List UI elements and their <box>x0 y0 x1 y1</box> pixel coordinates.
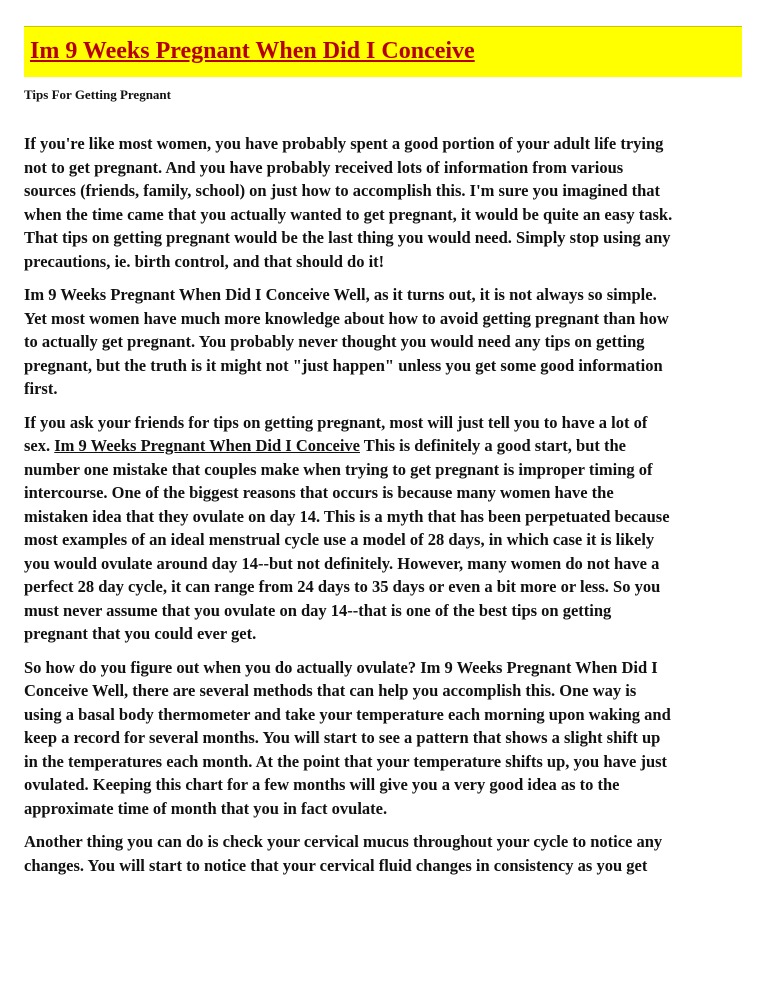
text-line: ovulated. Keeping this chart for a few months will give you a very good idea as to the <box>24 775 620 794</box>
text-line: That tips on getting pregnant would be the last thing you would need. Simply stop using any <box>24 228 671 247</box>
text-line: mistaken idea that they ovulate on day 14. This is a myth that has been perpetuated because <box>24 506 670 526</box>
text-line: number one mistake that couples make when trying to get pregnant is improper timing of <box>24 459 653 479</box>
text-line: in the temperatures each month. At the point that your temperature shifts up, you have just <box>24 751 668 771</box>
text-line: Yet most women have much more knowledge about how to avoid getting pregnant than how <box>24 308 669 328</box>
page-title-link[interactable]: Im 9 Weeks Pregnant When Did I Conceive <box>30 38 475 64</box>
text-line: not to get pregnant. And you have probably received lots of information from various <box>24 157 624 177</box>
text-line: using a basal body thermometer and take your temperature each morning upon waking and <box>24 704 671 724</box>
text-line: precautions, ie. birth control, and that should do it! <box>24 251 385 271</box>
paragraph-1 <box>24 132 742 273</box>
text-line-with-link <box>24 434 742 458</box>
text-line: when the time came that you actually wanted to get pregnant, it would be quite an easy task. <box>24 204 673 224</box>
paragraph-4 <box>24 656 742 821</box>
text-line: intercourse. One of the biggest reasons that occurs is because many women have the <box>24 483 614 502</box>
text-line: If you ask your friends for tips on getting pregnant, most will just tell you to have a lot of <box>24 412 648 432</box>
title-banner <box>24 26 742 77</box>
page-subtitle: Tips For Getting Pregnant <box>24 87 171 102</box>
text-line: sources (friends, family, school) on just how to accomplish this. I'm sure you imagined that <box>24 181 661 200</box>
text-line: Conceive Well, there are several methods that can help you accomplish this. One way is <box>24 681 637 700</box>
text-line: perfect 28 day cycle, it can range from 24 days to 35 days or even a bit more or less. So you <box>24 577 661 596</box>
text-line: approximate time of month that you in fact ovulate. <box>24 798 388 818</box>
paragraph-5 <box>24 830 742 877</box>
article-body <box>24 132 742 887</box>
text-line: you would ovulate around day 14--but not definitely. However, many women do not have a <box>24 553 660 573</box>
text-line: pregnant, but the truth is it might not "just happen" unless you get some good information <box>24 355 663 375</box>
text-segment: sex. <box>24 436 55 455</box>
text-line: Another thing you can do is check your cervical mucus throughout your cycle to notice any <box>24 832 663 851</box>
text-line: keep a record for several months. You will start to see a pattern that shows a slight shift up <box>24 728 661 747</box>
text-line: changes. You will start to notice that your cervical fluid changes in consistency as you get <box>24 855 648 875</box>
text-line: If you're like most women, you have probably spent a good portion of your adult life trying <box>24 134 664 153</box>
text-line: Im 9 Weeks Pregnant When Did I Conceive Well, as it turns out, it is not always so simple. <box>24 285 657 304</box>
paragraph-2 <box>24 283 742 401</box>
inline-title-link[interactable]: Im 9 Weeks Pregnant When Did I Conceive <box>54 436 360 455</box>
text-line: pregnant that you could ever get. <box>24 624 257 643</box>
text-line: So how do you figure out when you do actually ovulate? Im 9 Weeks Pregnant When Did I <box>24 657 658 677</box>
text-line: must never assume that you ovulate on day 14--that is one of the best tips on getting <box>24 600 612 620</box>
paragraph-3 <box>24 411 742 646</box>
text-line: first. <box>24 379 58 398</box>
text-line: to actually get pregnant. You probably never thought you would need any tips on getting <box>24 332 645 351</box>
text-line: most examples of an ideal menstrual cycle use a model of 28 days, in which case it is likely <box>24 530 655 549</box>
text-segment: This is definitely a good start, but the <box>359 436 626 455</box>
